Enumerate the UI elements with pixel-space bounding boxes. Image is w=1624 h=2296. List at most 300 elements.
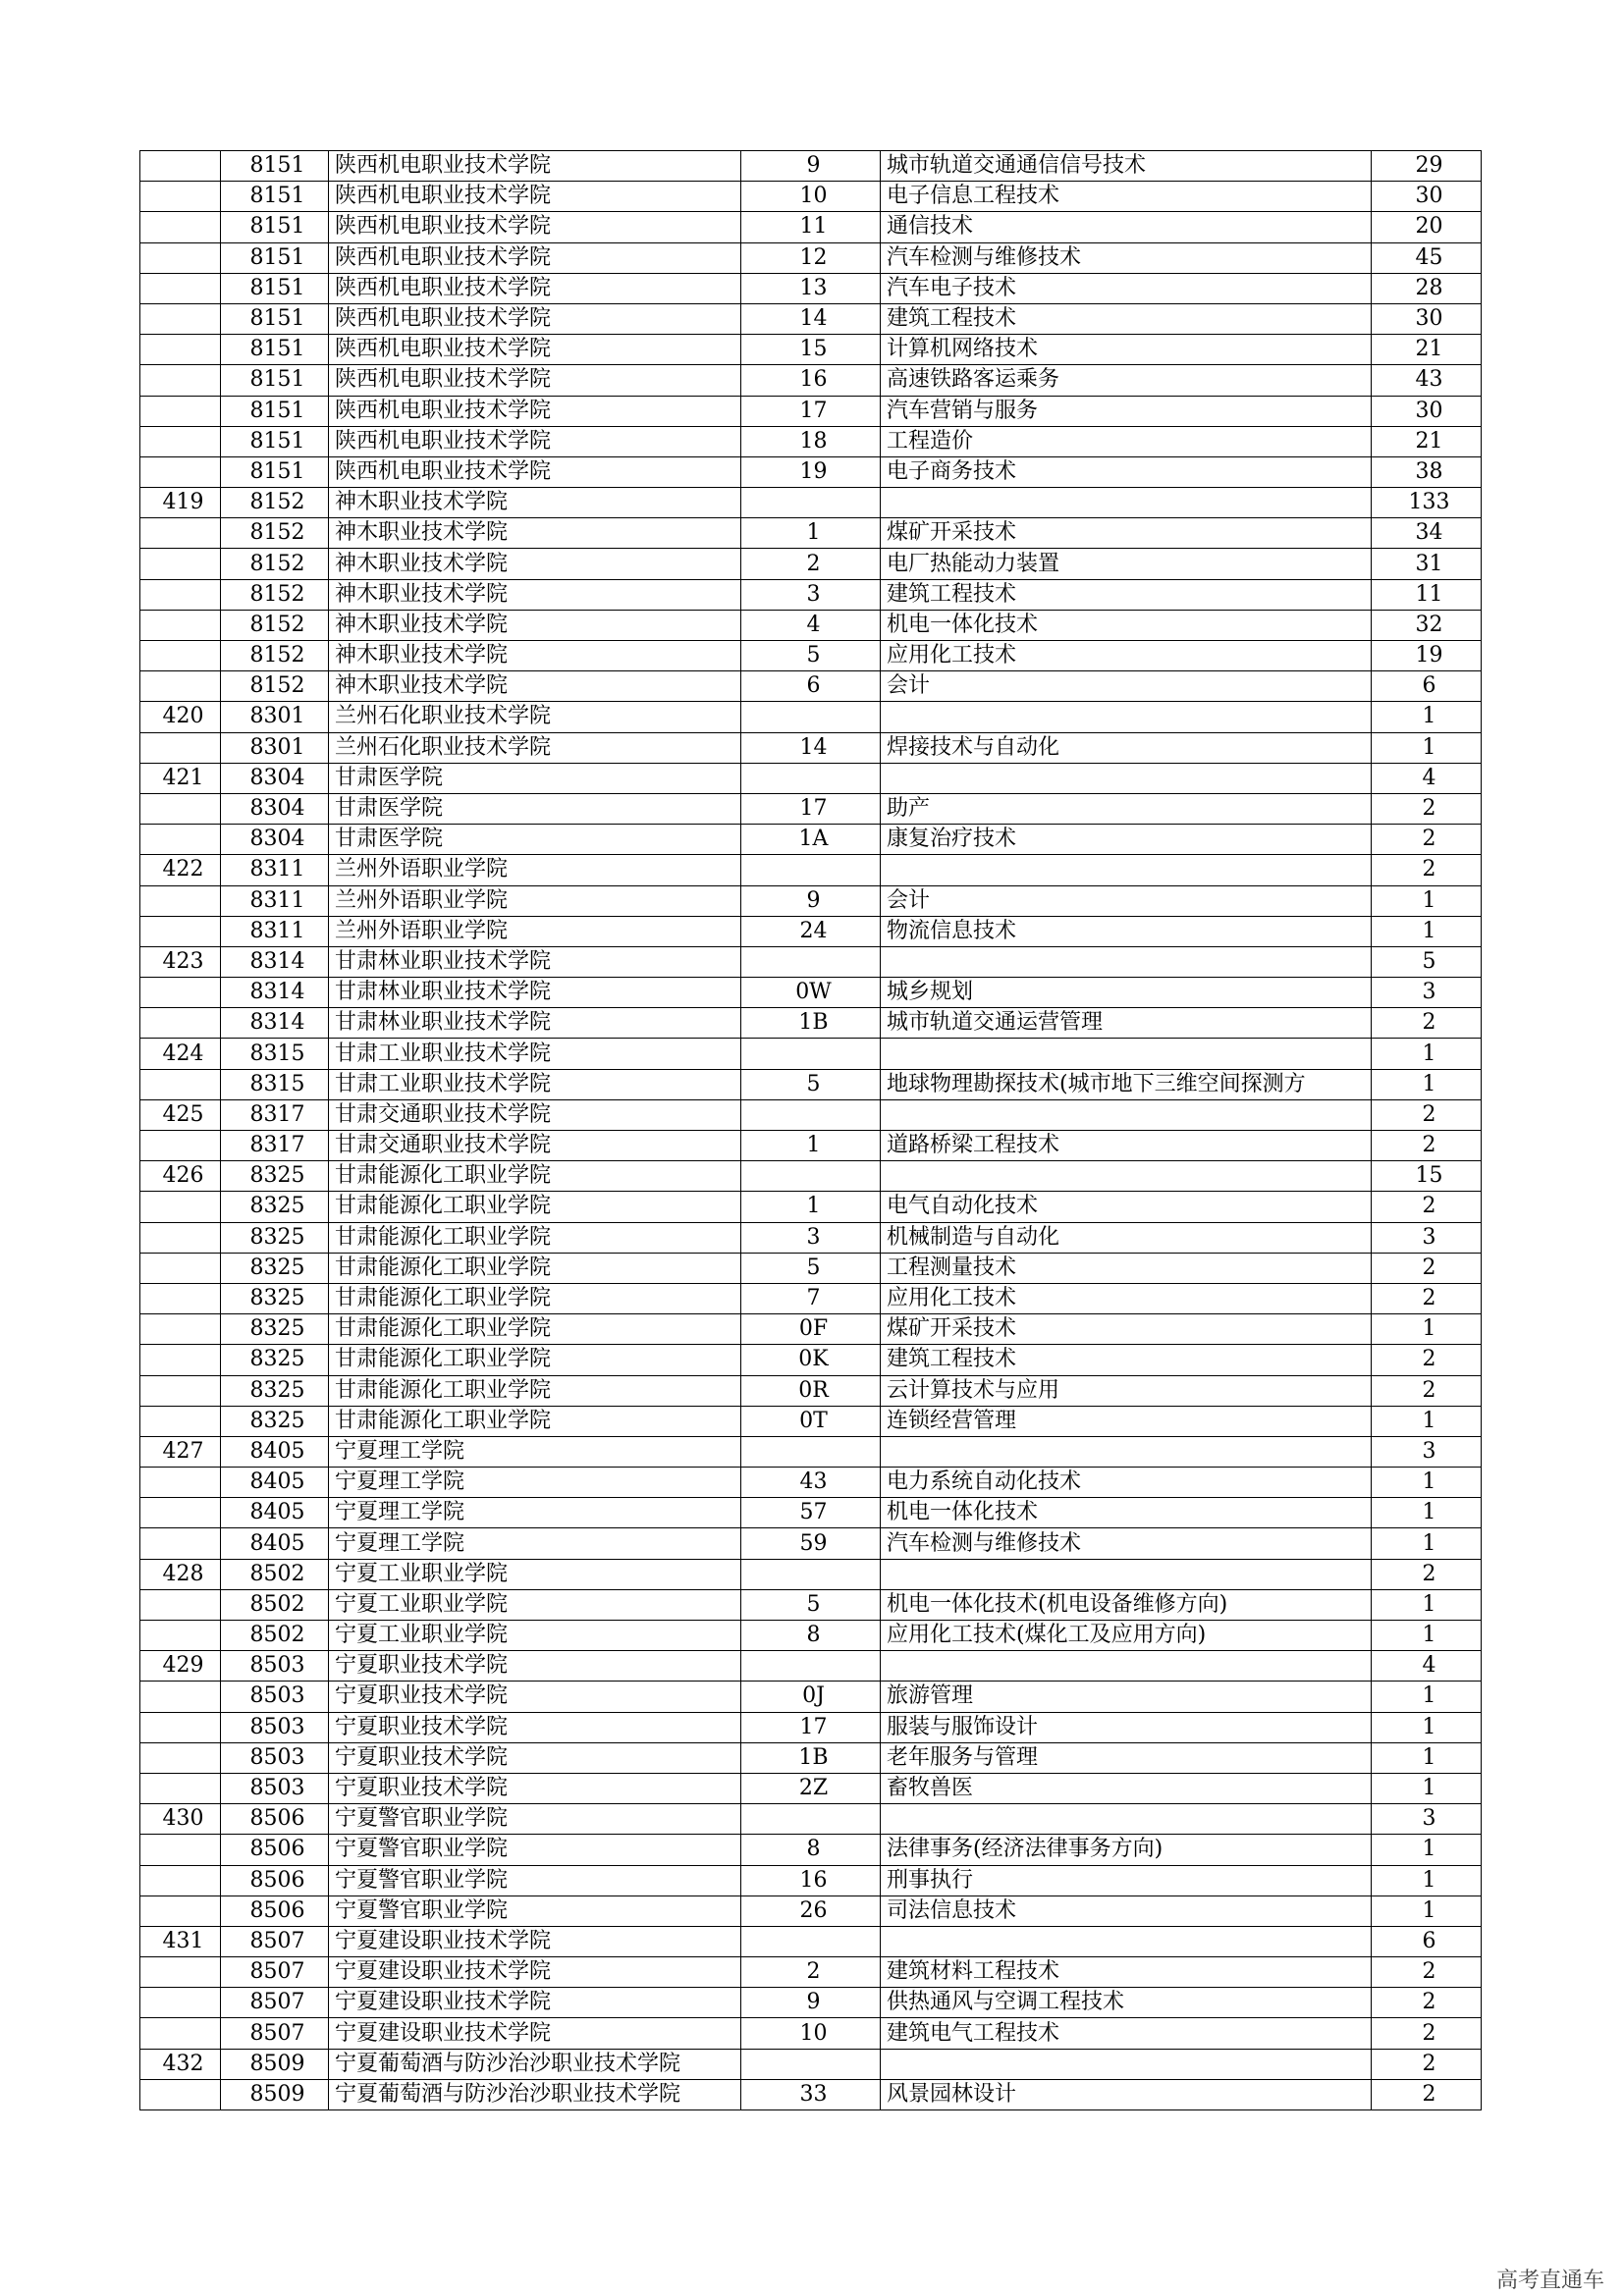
table-row — [140, 1375, 1482, 1406]
school-code-cell: 8325 — [221, 1222, 329, 1253]
plan-count-cell: 1 — [1372, 1742, 1482, 1773]
seq-cell — [140, 671, 221, 702]
major-name-cell: 煤矿开采技术 — [881, 1314, 1372, 1345]
plan-count-cell: 1 — [1372, 732, 1482, 763]
school-name-cell: 陕西机电职业技术学院 — [329, 456, 741, 487]
table-row — [140, 1069, 1482, 1099]
table-row — [140, 2079, 1482, 2109]
school-name-cell: 陕西机电职业技术学院 — [329, 151, 741, 182]
seq-cell: 420 — [140, 702, 221, 732]
plan-count-cell: 45 — [1372, 242, 1482, 273]
major-name-cell: 供热通风与空调工程技术 — [881, 1988, 1372, 2018]
school-code-cell: 8151 — [221, 456, 329, 487]
major-code-cell: 1A — [741, 825, 881, 855]
school-code-cell: 8405 — [221, 1498, 329, 1528]
seq-cell — [140, 1131, 221, 1161]
major-name-cell: 康复治疗技术 — [881, 825, 1372, 855]
plan-count-cell: 1 — [1372, 1589, 1482, 1620]
major-code-cell: 26 — [741, 1896, 881, 1926]
seq-cell — [140, 2079, 221, 2109]
plan-count-cell: 2 — [1372, 2079, 1482, 2109]
table-row — [140, 212, 1482, 242]
major-name-cell: 电气自动化技术 — [881, 1192, 1372, 1222]
school-code-cell: 8151 — [221, 396, 329, 426]
major-code-cell: 0W — [741, 978, 881, 1008]
table-row — [140, 610, 1482, 640]
major-name-cell: 机电一体化技术 — [881, 610, 1372, 640]
major-code-cell: 0J — [741, 1682, 881, 1712]
seq-cell — [140, 273, 221, 303]
school-code-cell: 8151 — [221, 303, 329, 334]
table-row — [140, 1804, 1482, 1835]
major-code-cell: 17 — [741, 793, 881, 824]
school-code-cell: 8503 — [221, 1742, 329, 1773]
plan-count-cell: 4 — [1372, 763, 1482, 793]
major-code-cell: 14 — [741, 732, 881, 763]
plan-count-cell: 1 — [1372, 885, 1482, 916]
plan-count-cell: 1 — [1372, 1835, 1482, 1865]
school-name-cell: 宁夏建设职业技术学院 — [329, 1957, 741, 1988]
major-code-cell: 0K — [741, 1345, 881, 1375]
school-code-cell: 8509 — [221, 2049, 329, 2079]
seq-cell: 424 — [140, 1039, 221, 1069]
table-row — [140, 2049, 1482, 2079]
plan-count-cell: 30 — [1372, 303, 1482, 334]
major-code-cell — [741, 702, 881, 732]
table-row — [140, 2018, 1482, 2049]
school-name-cell: 兰州石化职业技术学院 — [329, 702, 741, 732]
major-name-cell: 法律事务(经济法律事务方向) — [881, 1835, 1372, 1865]
seq-cell — [140, 916, 221, 946]
major-code-cell: 6 — [741, 671, 881, 702]
major-name-cell — [881, 1804, 1372, 1835]
major-name-cell: 道路桥梁工程技术 — [881, 1131, 1372, 1161]
major-name-cell: 建筑电气工程技术 — [881, 2018, 1372, 2049]
plan-count-cell: 1 — [1372, 1896, 1482, 1926]
major-code-cell: 10 — [741, 182, 881, 212]
major-code-cell — [741, 1436, 881, 1467]
school-code-cell: 8503 — [221, 1773, 329, 1803]
table-row — [140, 1896, 1482, 1926]
school-code-cell: 8304 — [221, 825, 329, 855]
major-name-cell: 机电一体化技术 — [881, 1498, 1372, 1528]
school-name-cell: 陕西机电职业技术学院 — [329, 426, 741, 456]
plan-count-cell: 2 — [1372, 1988, 1482, 2018]
plan-count-cell: 1 — [1372, 1621, 1482, 1651]
plan-count-cell: 31 — [1372, 549, 1482, 579]
seq-cell — [140, 456, 221, 487]
seq-cell — [140, 426, 221, 456]
school-name-cell: 宁夏理工学院 — [329, 1436, 741, 1467]
school-name-cell: 宁夏工业职业学院 — [329, 1621, 741, 1651]
seq-cell — [140, 1896, 221, 1926]
school-name-cell: 宁夏葡萄酒与防沙治沙职业技术学院 — [329, 2079, 741, 2109]
school-name-cell: 宁夏警官职业学院 — [329, 1835, 741, 1865]
seq-cell: 428 — [140, 1559, 221, 1589]
school-name-cell: 陕西机电职业技术学院 — [329, 182, 741, 212]
major-code-cell: 3 — [741, 579, 881, 610]
major-code-cell: 17 — [741, 1712, 881, 1742]
school-name-cell: 宁夏建设职业技术学院 — [329, 1926, 741, 1956]
major-code-cell: 2 — [741, 1957, 881, 1988]
major-code-cell — [741, 488, 881, 518]
school-code-cell: 8506 — [221, 1896, 329, 1926]
school-code-cell: 8325 — [221, 1375, 329, 1406]
seq-cell — [140, 151, 221, 182]
seq-cell — [140, 303, 221, 334]
major-name-cell: 通信技术 — [881, 212, 1372, 242]
school-name-cell: 兰州外语职业学院 — [329, 855, 741, 885]
major-name-cell: 建筑工程技术 — [881, 1345, 1372, 1375]
table-row — [140, 855, 1482, 885]
major-name-cell: 服装与服饰设计 — [881, 1712, 1372, 1742]
plan-count-cell: 19 — [1372, 641, 1482, 671]
major-name-cell: 城市轨道交通运营管理 — [881, 1008, 1372, 1039]
school-code-cell: 8301 — [221, 732, 329, 763]
table-row — [140, 549, 1482, 579]
school-name-cell: 甘肃能源化工职业学院 — [329, 1345, 741, 1375]
major-code-cell: 57 — [741, 1498, 881, 1528]
school-code-cell: 8311 — [221, 885, 329, 916]
school-name-cell: 甘肃林业职业技术学院 — [329, 978, 741, 1008]
school-name-cell: 宁夏建设职业技术学院 — [329, 1988, 741, 2018]
school-name-cell: 甘肃工业职业技术学院 — [329, 1039, 741, 1069]
plan-count-cell: 34 — [1372, 518, 1482, 549]
major-name-cell — [881, 1436, 1372, 1467]
table-row — [140, 1131, 1482, 1161]
major-name-cell: 电厂热能动力装置 — [881, 549, 1372, 579]
major-code-cell — [741, 1161, 881, 1192]
major-code-cell — [741, 1099, 881, 1130]
table-row — [140, 1253, 1482, 1283]
table-row — [140, 518, 1482, 549]
table-row — [140, 1957, 1482, 1988]
major-name-cell: 会计 — [881, 671, 1372, 702]
plan-count-cell: 1 — [1372, 702, 1482, 732]
school-code-cell: 8151 — [221, 273, 329, 303]
major-name-cell: 机电一体化技术(机电设备维修方向) — [881, 1589, 1372, 1620]
school-name-cell: 甘肃医学院 — [329, 825, 741, 855]
school-code-cell: 8506 — [221, 1835, 329, 1865]
table-row — [140, 365, 1482, 396]
table-row — [140, 1314, 1482, 1345]
major-name-cell — [881, 1099, 1372, 1130]
table-row — [140, 1192, 1482, 1222]
plan-count-cell: 20 — [1372, 212, 1482, 242]
table-row — [140, 303, 1482, 334]
seq-cell: 429 — [140, 1651, 221, 1682]
major-code-cell: 13 — [741, 273, 881, 303]
school-code-cell: 8325 — [221, 1283, 329, 1313]
plan-count-cell: 2 — [1372, 1957, 1482, 1988]
school-name-cell: 宁夏警官职业学院 — [329, 1896, 741, 1926]
school-code-cell: 8325 — [221, 1253, 329, 1283]
major-code-cell — [741, 1039, 881, 1069]
school-code-cell: 8152 — [221, 549, 329, 579]
school-code-cell: 8405 — [221, 1436, 329, 1467]
major-code-cell — [741, 1804, 881, 1835]
major-code-cell — [741, 946, 881, 977]
school-code-cell: 8317 — [221, 1131, 329, 1161]
school-code-cell: 8405 — [221, 1528, 329, 1559]
seq-cell — [140, 1406, 221, 1436]
school-name-cell: 宁夏理工学院 — [329, 1528, 741, 1559]
table-row — [140, 1468, 1482, 1498]
major-code-cell — [741, 2049, 881, 2079]
major-name-cell: 电子信息工程技术 — [881, 182, 1372, 212]
school-name-cell: 宁夏工业职业学院 — [329, 1559, 741, 1589]
enrollment-table — [139, 150, 1482, 2110]
plan-count-cell: 15 — [1372, 1161, 1482, 1192]
school-code-cell: 8502 — [221, 1559, 329, 1589]
major-code-cell: 8 — [741, 1621, 881, 1651]
plan-count-cell: 11 — [1372, 579, 1482, 610]
table-row — [140, 1008, 1482, 1039]
major-code-cell: 17 — [741, 396, 881, 426]
plan-count-cell: 2 — [1372, 1192, 1482, 1222]
table-row — [140, 1742, 1482, 1773]
major-code-cell: 14 — [741, 303, 881, 334]
school-name-cell: 甘肃医学院 — [329, 793, 741, 824]
school-name-cell: 宁夏警官职业学院 — [329, 1865, 741, 1896]
plan-count-cell: 133 — [1372, 488, 1482, 518]
school-code-cell: 8151 — [221, 335, 329, 365]
school-name-cell: 陕西机电职业技术学院 — [329, 365, 741, 396]
plan-count-cell: 6 — [1372, 671, 1482, 702]
major-name-cell: 电子商务技术 — [881, 456, 1372, 487]
seq-cell — [140, 885, 221, 916]
school-code-cell: 8315 — [221, 1039, 329, 1069]
major-name-cell — [881, 1039, 1372, 1069]
major-name-cell — [881, 1926, 1372, 1956]
school-code-cell: 8325 — [221, 1192, 329, 1222]
major-name-cell — [881, 702, 1372, 732]
major-name-cell: 建筑工程技术 — [881, 303, 1372, 334]
major-name-cell: 助产 — [881, 793, 1372, 824]
seq-cell — [140, 1314, 221, 1345]
school-code-cell: 8304 — [221, 763, 329, 793]
plan-count-cell: 1 — [1372, 916, 1482, 946]
school-name-cell: 神木职业技术学院 — [329, 671, 741, 702]
major-name-cell: 汽车营销与服务 — [881, 396, 1372, 426]
major-name-cell: 司法信息技术 — [881, 1896, 1372, 1926]
major-code-cell: 12 — [741, 242, 881, 273]
major-name-cell — [881, 855, 1372, 885]
school-code-cell: 8314 — [221, 946, 329, 977]
plan-count-cell: 21 — [1372, 426, 1482, 456]
plan-count-cell: 30 — [1372, 396, 1482, 426]
school-code-cell: 8325 — [221, 1161, 329, 1192]
seq-cell — [140, 579, 221, 610]
major-name-cell: 煤矿开采技术 — [881, 518, 1372, 549]
school-code-cell: 8151 — [221, 151, 329, 182]
school-name-cell: 神木职业技术学院 — [329, 579, 741, 610]
table-row — [140, 1988, 1482, 2018]
school-code-cell: 8405 — [221, 1468, 329, 1498]
school-name-cell: 陕西机电职业技术学院 — [329, 335, 741, 365]
plan-count-cell: 1 — [1372, 1069, 1482, 1099]
school-code-cell: 8152 — [221, 488, 329, 518]
table-row — [140, 825, 1482, 855]
table-row — [140, 1621, 1482, 1651]
seq-cell — [140, 335, 221, 365]
school-code-cell: 8314 — [221, 1008, 329, 1039]
major-name-cell: 电力系统自动化技术 — [881, 1468, 1372, 1498]
seq-cell — [140, 1712, 221, 1742]
major-code-cell: 59 — [741, 1528, 881, 1559]
major-name-cell — [881, 488, 1372, 518]
seq-cell — [140, 1498, 221, 1528]
major-code-cell: 5 — [741, 1589, 881, 1620]
major-code-cell: 1B — [741, 1008, 881, 1039]
plan-count-cell: 2 — [1372, 1345, 1482, 1375]
major-code-cell: 19 — [741, 456, 881, 487]
school-code-cell: 8503 — [221, 1651, 329, 1682]
school-name-cell: 神木职业技术学院 — [329, 518, 741, 549]
seq-cell — [140, 1192, 221, 1222]
table-row — [140, 396, 1482, 426]
school-code-cell: 8506 — [221, 1804, 329, 1835]
table-row — [140, 1712, 1482, 1742]
seq-cell — [140, 1957, 221, 1988]
seq-cell — [140, 1682, 221, 1712]
major-name-cell: 城市轨道交通通信信号技术 — [881, 151, 1372, 182]
seq-cell — [140, 518, 221, 549]
school-code-cell: 8507 — [221, 1988, 329, 2018]
major-name-cell — [881, 1161, 1372, 1192]
table-row — [140, 1651, 1482, 1682]
school-name-cell: 宁夏葡萄酒与防沙治沙职业技术学院 — [329, 2049, 741, 2079]
plan-count-cell: 3 — [1372, 978, 1482, 1008]
table-row — [140, 1498, 1482, 1528]
major-code-cell: 4 — [741, 610, 881, 640]
school-code-cell: 8152 — [221, 671, 329, 702]
major-name-cell — [881, 1651, 1372, 1682]
major-name-cell: 建筑材料工程技术 — [881, 1957, 1372, 1988]
seq-cell — [140, 549, 221, 579]
major-name-cell: 地球物理勘探技术(城市地下三维空间探测方 — [881, 1069, 1372, 1099]
seq-cell — [140, 1528, 221, 1559]
seq-cell — [140, 1988, 221, 2018]
school-name-cell: 陕西机电职业技术学院 — [329, 273, 741, 303]
plan-count-cell: 1 — [1372, 1712, 1482, 1742]
major-name-cell: 工程造价 — [881, 426, 1372, 456]
seq-cell: 430 — [140, 1804, 221, 1835]
major-name-cell: 云计算技术与应用 — [881, 1375, 1372, 1406]
major-name-cell: 应用化工技术 — [881, 641, 1372, 671]
seq-cell: 431 — [140, 1926, 221, 1956]
major-name-cell: 旅游管理 — [881, 1682, 1372, 1712]
table-row — [140, 1345, 1482, 1375]
table-body — [140, 151, 1482, 2110]
major-code-cell: 16 — [741, 1865, 881, 1896]
plan-count-cell: 2 — [1372, 1008, 1482, 1039]
school-name-cell: 甘肃能源化工职业学院 — [329, 1161, 741, 1192]
school-name-cell: 宁夏职业技术学院 — [329, 1682, 741, 1712]
school-code-cell: 8152 — [221, 641, 329, 671]
school-code-cell: 8151 — [221, 212, 329, 242]
major-code-cell: 5 — [741, 1253, 881, 1283]
table-row — [140, 1528, 1482, 1559]
seq-cell: 427 — [140, 1436, 221, 1467]
seq-cell — [140, 1283, 221, 1313]
table-row — [140, 1559, 1482, 1589]
plan-count-cell: 2 — [1372, 793, 1482, 824]
school-name-cell: 陕西机电职业技术学院 — [329, 212, 741, 242]
table-row — [140, 671, 1482, 702]
seq-cell: 425 — [140, 1099, 221, 1130]
seq-cell: 426 — [140, 1161, 221, 1192]
major-code-cell — [741, 1926, 881, 1956]
seq-cell — [140, 1069, 221, 1099]
table-row — [140, 273, 1482, 303]
school-code-cell: 8311 — [221, 916, 329, 946]
seq-cell — [140, 610, 221, 640]
school-name-cell: 兰州石化职业技术学院 — [329, 732, 741, 763]
seq-cell — [140, 1865, 221, 1896]
school-name-cell: 宁夏职业技术学院 — [329, 1773, 741, 1803]
plan-count-cell: 3 — [1372, 1804, 1482, 1835]
school-name-cell: 甘肃医学院 — [329, 763, 741, 793]
school-code-cell: 8507 — [221, 2018, 329, 2049]
school-name-cell: 陕西机电职业技术学院 — [329, 303, 741, 334]
table-row — [140, 1773, 1482, 1803]
school-name-cell: 宁夏职业技术学院 — [329, 1742, 741, 1773]
table-row — [140, 1682, 1482, 1712]
seq-cell: 422 — [140, 855, 221, 885]
major-name-cell: 城乡规划 — [881, 978, 1372, 1008]
plan-count-cell: 2 — [1372, 1559, 1482, 1589]
seq-cell: 419 — [140, 488, 221, 518]
table-row — [140, 456, 1482, 487]
school-name-cell: 甘肃能源化工职业学院 — [329, 1192, 741, 1222]
school-name-cell: 宁夏理工学院 — [329, 1468, 741, 1498]
school-code-cell: 8509 — [221, 2079, 329, 2109]
school-name-cell: 兰州外语职业学院 — [329, 916, 741, 946]
plan-count-cell: 3 — [1372, 1222, 1482, 1253]
seq-cell — [140, 793, 221, 824]
table-row — [140, 702, 1482, 732]
major-name-cell: 刑事执行 — [881, 1865, 1372, 1896]
table-row — [140, 885, 1482, 916]
school-name-cell: 甘肃林业职业技术学院 — [329, 1008, 741, 1039]
school-code-cell: 8152 — [221, 610, 329, 640]
major-name-cell — [881, 763, 1372, 793]
table-row — [140, 1406, 1482, 1436]
table-row — [140, 763, 1482, 793]
seq-cell: 423 — [140, 946, 221, 977]
school-code-cell: 8503 — [221, 1712, 329, 1742]
school-code-cell: 8317 — [221, 1099, 329, 1130]
school-name-cell: 神木职业技术学院 — [329, 549, 741, 579]
major-code-cell: 15 — [741, 335, 881, 365]
major-code-cell: 5 — [741, 641, 881, 671]
table-row — [140, 335, 1482, 365]
table-row — [140, 1926, 1482, 1956]
school-code-cell: 8503 — [221, 1682, 329, 1712]
plan-count-cell: 2 — [1372, 1253, 1482, 1283]
major-name-cell: 应用化工技术 — [881, 1283, 1372, 1313]
school-code-cell: 8325 — [221, 1345, 329, 1375]
major-name-cell: 物流信息技术 — [881, 916, 1372, 946]
school-name-cell: 宁夏职业技术学院 — [329, 1712, 741, 1742]
school-name-cell: 甘肃交通职业技术学院 — [329, 1131, 741, 1161]
major-code-cell: 0R — [741, 1375, 881, 1406]
major-code-cell: 16 — [741, 365, 881, 396]
school-code-cell: 8502 — [221, 1589, 329, 1620]
major-code-cell: 1 — [741, 1131, 881, 1161]
seq-cell — [140, 978, 221, 1008]
